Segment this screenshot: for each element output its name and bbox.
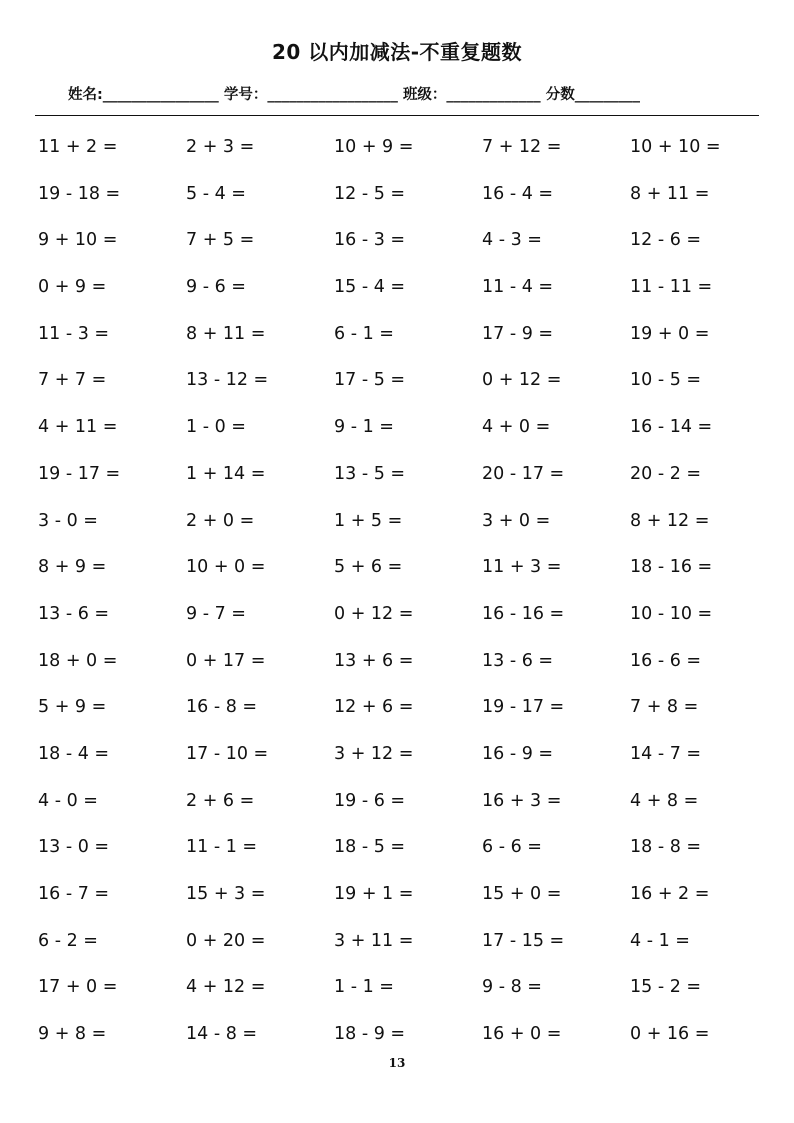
math-problem: 17 - 15 = — [482, 930, 565, 951]
problem-row — [38, 131, 778, 178]
math-problem: 16 - 16 = — [482, 603, 565, 624]
math-problem: 4 + 0 = — [482, 417, 551, 438]
math-problem: 17 - 9 = — [482, 323, 554, 344]
math-problem: 3 + 11 = — [334, 930, 414, 951]
math-problem: 18 + 0 = — [38, 650, 118, 671]
math-problem: 11 - 4 = — [482, 277, 554, 298]
math-problem: 18 - 16 = — [630, 557, 713, 578]
problem-row — [38, 831, 778, 878]
math-problem: 2 + 3 = — [186, 137, 255, 157]
math-problem: 16 - 4 = — [482, 183, 554, 204]
page-number: 13 — [388, 1056, 406, 1070]
math-problem: 6 - 6 = — [482, 837, 542, 858]
math-problem: 7 + 7 = — [38, 370, 107, 391]
math-problem: 4 + 8 = — [630, 790, 699, 811]
math-problem: 2 + 6 = — [186, 790, 255, 811]
math-problem: 19 + 0 = — [630, 323, 710, 344]
math-problem: 13 - 5 = — [334, 463, 406, 484]
math-problem: 11 - 1 = — [186, 837, 258, 858]
math-problem: 10 - 10 = — [630, 603, 713, 624]
math-problem: 5 + 6 = — [334, 557, 403, 578]
math-problem: 6 - 2 = — [38, 930, 98, 951]
math-problem: 4 + 11 = — [38, 417, 118, 438]
student-id-field-label[interactable]: 学号：__________________ — [223, 87, 398, 103]
problem-grid — [38, 131, 778, 1065]
math-problem: 3 - 0 = — [38, 510, 98, 531]
math-problem: 20 - 17 = — [482, 463, 565, 484]
problem-row — [38, 178, 778, 225]
math-problem: 0 + 12 = — [482, 370, 562, 391]
problem-row — [38, 785, 778, 832]
math-problem: 19 - 17 = — [482, 697, 565, 718]
math-problem: 11 + 3 = — [482, 557, 562, 578]
math-problem: 7 + 5 = — [186, 230, 255, 251]
math-problem: 10 - 5 = — [630, 370, 702, 391]
math-problem: 15 + 0 = — [482, 884, 562, 904]
math-problem: 7 + 8 = — [630, 697, 699, 718]
student-info-row — [68, 84, 748, 106]
problem-row — [38, 551, 778, 598]
math-problem: 4 - 1 = — [630, 930, 690, 951]
math-problem: 11 - 11 = — [630, 277, 713, 298]
math-problem: 1 - 0 = — [186, 417, 246, 438]
math-problem: 19 - 17 = — [38, 463, 121, 484]
math-problem: 10 + 0 = — [186, 557, 266, 578]
math-problem: 13 - 12 = — [186, 370, 269, 391]
math-problem: 17 + 0 = — [38, 977, 118, 998]
math-problem: 13 - 0 = — [38, 837, 110, 858]
math-problem: 9 - 6 = — [186, 277, 246, 298]
math-problem: 13 - 6 = — [482, 650, 554, 671]
problem-row — [38, 598, 778, 645]
name-field-label[interactable]: 姓名:________________ — [68, 87, 219, 103]
header-divider — [35, 115, 759, 116]
math-problem: 7 + 12 = — [482, 137, 562, 157]
problem-row — [38, 878, 778, 925]
problem-row — [38, 458, 778, 505]
problem-row — [38, 691, 778, 738]
math-problem: 10 + 10 = — [630, 137, 721, 157]
problem-row — [38, 505, 778, 552]
math-problem: 20 - 2 = — [630, 463, 702, 484]
math-problem: 9 + 10 = — [38, 230, 118, 251]
math-problem: 16 + 3 = — [482, 790, 562, 811]
math-problem: 1 + 5 = — [334, 510, 403, 531]
problem-row — [38, 318, 778, 365]
math-problem: 17 - 5 = — [334, 370, 406, 391]
math-problem: 5 + 9 = — [38, 697, 107, 718]
math-problem: 19 - 6 = — [334, 790, 406, 811]
problem-row — [38, 364, 778, 411]
math-problem: 14 - 7 = — [630, 743, 702, 764]
math-problem: 3 + 0 = — [482, 510, 551, 531]
math-problem: 2 + 0 = — [186, 510, 255, 531]
math-problem: 4 - 0 = — [38, 790, 98, 811]
problem-row — [38, 271, 778, 318]
worksheet-title: 20 以内加减法-不重复题数 — [271, 40, 523, 64]
math-problem: 9 - 8 = — [482, 977, 542, 998]
math-problem: 5 - 4 = — [186, 183, 246, 204]
math-problem: 15 - 2 = — [630, 977, 702, 998]
class-field-label[interactable]: 班级：_____________ — [402, 87, 541, 103]
math-problem: 18 - 4 = — [38, 743, 110, 764]
math-problem: 0 + 9 = — [38, 277, 107, 298]
problem-row — [38, 971, 778, 1018]
math-problem: 15 + 3 = — [186, 884, 266, 904]
math-problem: 18 - 9 = — [334, 1024, 406, 1045]
math-problem: 16 + 2 = — [630, 884, 710, 904]
math-problem: 15 - 4 = — [334, 277, 406, 298]
problem-row — [38, 224, 778, 271]
math-problem: 12 - 5 = — [334, 183, 406, 204]
math-problem: 0 + 20 = — [186, 930, 266, 951]
math-problem: 10 + 9 = — [334, 137, 414, 157]
math-problem: 1 - 1 = — [334, 977, 394, 998]
math-problem: 0 + 17 = — [186, 650, 266, 671]
math-problem: 16 - 3 = — [334, 230, 406, 251]
math-problem: 18 - 5 = — [334, 837, 406, 858]
math-problem: 17 - 10 = — [186, 743, 269, 764]
math-problem: 16 + 0 = — [482, 1024, 562, 1045]
math-problem: 18 - 8 = — [630, 837, 702, 858]
math-problem: 13 - 6 = — [38, 603, 110, 624]
problem-row — [38, 411, 778, 458]
problem-row — [38, 645, 778, 692]
math-problem: 16 - 7 = — [38, 884, 110, 904]
math-problem: 0 + 16 = — [630, 1024, 710, 1045]
math-problem: 8 + 12 = — [630, 510, 710, 531]
math-problem: 19 - 18 = — [38, 183, 121, 204]
score-field-label[interactable]: 分数_________ — [545, 87, 640, 103]
math-problem: 4 - 3 = — [482, 230, 542, 251]
math-problem: 1 + 14 = — [186, 463, 266, 484]
math-problem: 16 - 14 = — [630, 417, 713, 438]
math-problem: 12 + 6 = — [334, 697, 414, 718]
math-problem: 14 - 8 = — [186, 1024, 258, 1045]
math-problem: 0 + 12 = — [334, 603, 414, 624]
math-problem: 9 - 7 = — [186, 603, 246, 624]
problem-row — [38, 925, 778, 972]
math-problem: 8 + 9 = — [38, 557, 107, 578]
math-problem: 8 + 11 = — [186, 323, 266, 344]
math-problem: 9 + 8 = — [38, 1024, 107, 1045]
math-problem: 9 - 1 = — [334, 417, 394, 438]
math-problem: 12 - 6 = — [630, 230, 702, 251]
math-problem: 16 - 8 = — [186, 697, 258, 718]
math-problem: 3 + 12 = — [334, 743, 414, 764]
math-problem: 11 - 3 = — [38, 323, 110, 344]
math-problem: 4 + 12 = — [186, 977, 266, 998]
math-problem: 16 - 9 = — [482, 743, 554, 764]
math-problem: 6 - 1 = — [334, 323, 394, 344]
math-problem: 16 - 6 = — [630, 650, 702, 671]
math-problem: 13 + 6 = — [334, 650, 414, 671]
math-problem: 19 + 1 = — [334, 884, 414, 904]
math-problem: 11 + 2 = — [38, 137, 118, 157]
math-problem: 8 + 11 = — [630, 183, 710, 204]
problem-row — [38, 738, 778, 785]
